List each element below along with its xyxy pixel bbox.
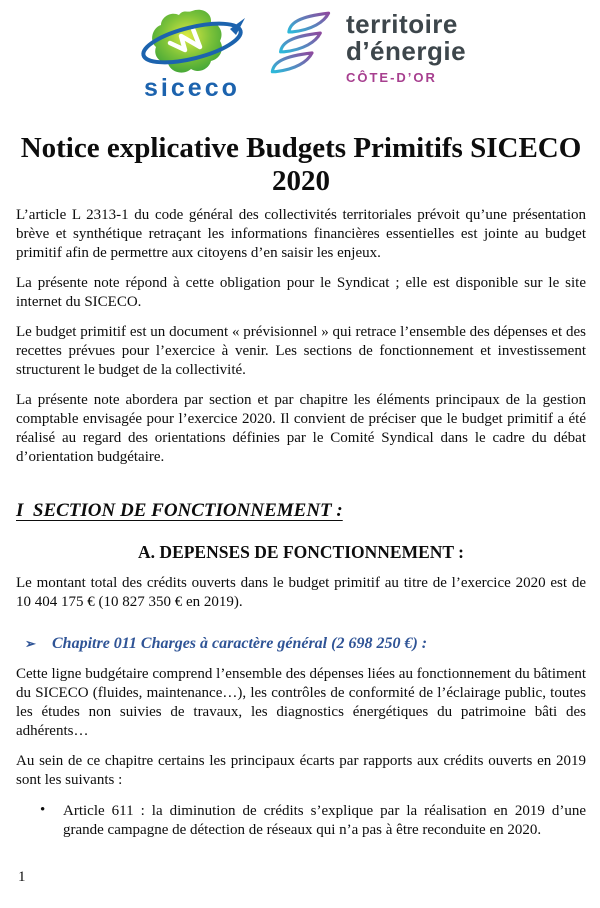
tde-name-line2: d’énergie <box>345 36 467 66</box>
list-item-text: Article 611 : la diminution de crédits s’explique par la réalisation en 2019 d’une grande campagne de détection de réseaux qui n’a pas à être reconduite en 2020. <box>63 803 586 838</box>
section-heading-fonctionnement: I SECTION DE FONCTIONNEMENT : <box>16 500 343 521</box>
tde-region-label: CÔTE-D’OR <box>345 70 437 85</box>
chapter-011-paragraph-1: Cette ligne budgétaire comprend l’ensemble des dépenses liées au fonctionnement du bâtiment du SICECO (fluides, maintenance…), les contrôles de conformité de l’éclairage public, toutes les études non suivies de travaux, les diagnostics énergétiques du patrimoine bâti des adhérents… <box>16 666 586 739</box>
bullet-dot-icon: • <box>40 802 46 818</box>
intro-paragraph-1: L’article L 2313-1 du code général des collectivités territoriales prévoit qu’une présentation brève et synthétique retraçant les informations financières essentielles est jointe au budget primitif afin de permettre aux citoyens d’en saisir les enjeux. <box>16 207 586 261</box>
siceco-logo <box>136 5 248 101</box>
chapter-011-heading-text: Chapitre 011 Charges à caractère général (2 698 250 €) : <box>52 635 428 652</box>
total-credits-paragraph: Le montant total des crédits ouverts dans le budget primitif au titre de l’exercice 2020 est de 10 404 175 € (10 827 350 € en 2019). <box>16 575 586 610</box>
subsection-heading-depenses: A. DEPENSES DE FONCTIONNEMENT : <box>138 542 464 562</box>
list-item-article-611 <box>16 802 586 840</box>
arrow-bullet-icon: ➢ <box>25 636 36 651</box>
territoire-energie-logo <box>264 5 466 85</box>
tde-text-block <box>346 11 466 85</box>
tde-leaves-icon <box>264 11 338 80</box>
chapter-011-heading <box>16 634 586 654</box>
chapter-011-paragraph-2: Au sein de ce chapitre certains les principaux écarts par rapports aux crédits ouverts en 2019 sont les suivants : <box>16 753 586 788</box>
header-logos <box>16 0 586 103</box>
ecarts-bullet-list <box>16 802 586 840</box>
document-title-line1: Notice explicative Budgets Primitifs SICECO <box>20 132 582 164</box>
intro-paragraph-4: La présente note abordera par section et par chapitre les éléments principaux de la gestion comptable envisagée pour l’exercice 2020. Il convient de préciser que le budget primitif a été réalisé au regard des orientations définies par le Comité Syndical dans le cadre du débat d’orientation budgétaire. <box>16 392 586 465</box>
document-title <box>16 132 586 198</box>
siceco-wordmark: siceco <box>144 74 240 102</box>
siceco-map-orbit-icon <box>138 5 246 84</box>
tde-name-line1: territoire <box>345 9 458 39</box>
intro-paragraph-3: Le budget primitif est un document « prévisionnel » qui retrace l’ensemble des dépenses et des recettes prévues pour l’exercice à venir. Les sections de fonctionnement et investissement structurent le budget de la collectivité. <box>16 324 586 378</box>
document-title-line2: 2020 <box>272 165 330 197</box>
page-number: 1 <box>18 869 26 885</box>
intro-paragraph-2: La présente note répond à cette obligation pour le Syndicat ; elle est disponible sur le site internet du SICECO. <box>16 275 586 310</box>
